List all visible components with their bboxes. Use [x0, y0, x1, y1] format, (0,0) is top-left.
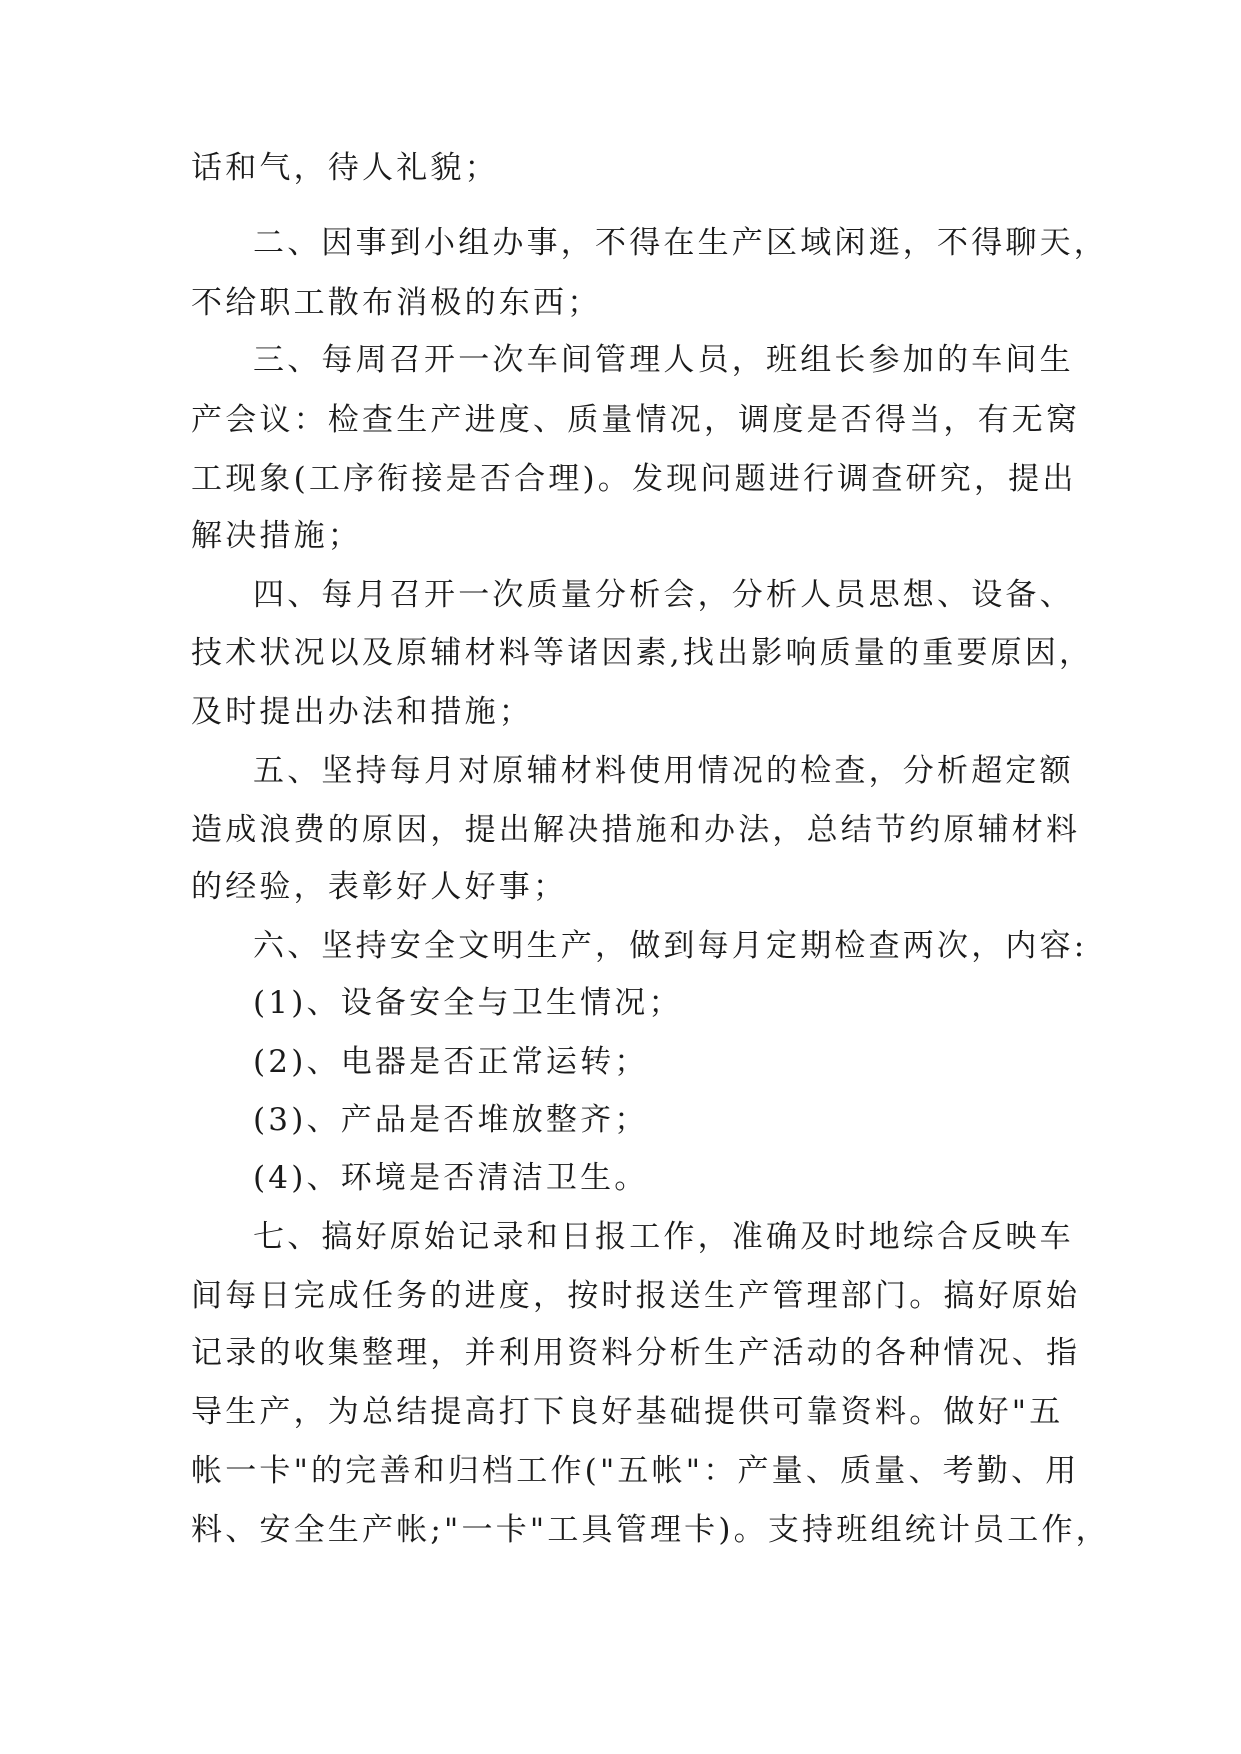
text-line-5: 产会议：检查生产进度、质量情况，调度是否得当，有无窝 [191, 402, 1081, 438]
text-line-4: 三、每周召开一次车间管理人员，班组长参加的车间生 [253, 342, 1074, 378]
text-line-18: (4)、环境是否清洁卫生。 [253, 1160, 649, 1196]
text-line-24: 料、安全生产帐;"一卡"工具管理卡)。支持班组统计员工作， [191, 1512, 1110, 1548]
text-line-19: 七、搞好原始记录和日报工作，准确及时地综合反映车 [253, 1219, 1074, 1255]
text-line-22: 导生产，为总结提高打下良好基础提供可靠资料。做好"五 [191, 1394, 1064, 1430]
text-line-2: 二、因事到小组办事，不得在生产区域闲逛，不得聊天， [253, 225, 1108, 261]
text-line-20: 间每日完成任务的进度，按时报送生产管理部门。搞好原始 [191, 1278, 1081, 1314]
text-line-12: 造成浪费的原因，提出解决措施和办法，总结节约原辅材料 [191, 812, 1081, 848]
text-line-21: 记录的收集整理，并利用资料分析生产活动的各种情况、指 [191, 1335, 1081, 1371]
text-line-13: 的经验，表彰好人好事； [191, 869, 568, 905]
text-line-11: 五、坚持每月对原辅材料使用情况的检查，分析超定额 [253, 753, 1074, 789]
text-line-9: 技术状况以及原辅材料等诸因素,找出影响质量的重要原因， [191, 635, 1094, 671]
text-line-8: 四、每月召开一次质量分析会，分析人员思想、设备、 [253, 577, 1074, 613]
text-line-16: (2)、电器是否正常运转； [253, 1044, 649, 1080]
text-line-14: 六、坚持安全文明生产，做到每月定期检查两次，内容: [253, 928, 1088, 964]
text-line-1: 话和气，待人礼貌； [191, 150, 499, 186]
text-line-17: (3)、产品是否堆放整齐； [253, 1102, 649, 1138]
text-line-6: 工现象(工序衔接是否合理)。发现问题进行调查研究，提出 [191, 461, 1077, 497]
text-line-15: (1)、设备安全与卫生情况； [253, 985, 683, 1021]
text-line-7: 解决措施； [191, 518, 362, 554]
text-line-3: 不给职工散布消极的东西； [191, 285, 602, 321]
text-line-23: 帐一卡"的完善和归档工作("五帐"：产量、质量、考勤、用 [191, 1453, 1080, 1489]
text-line-10: 及时提出办法和措施； [191, 694, 533, 730]
